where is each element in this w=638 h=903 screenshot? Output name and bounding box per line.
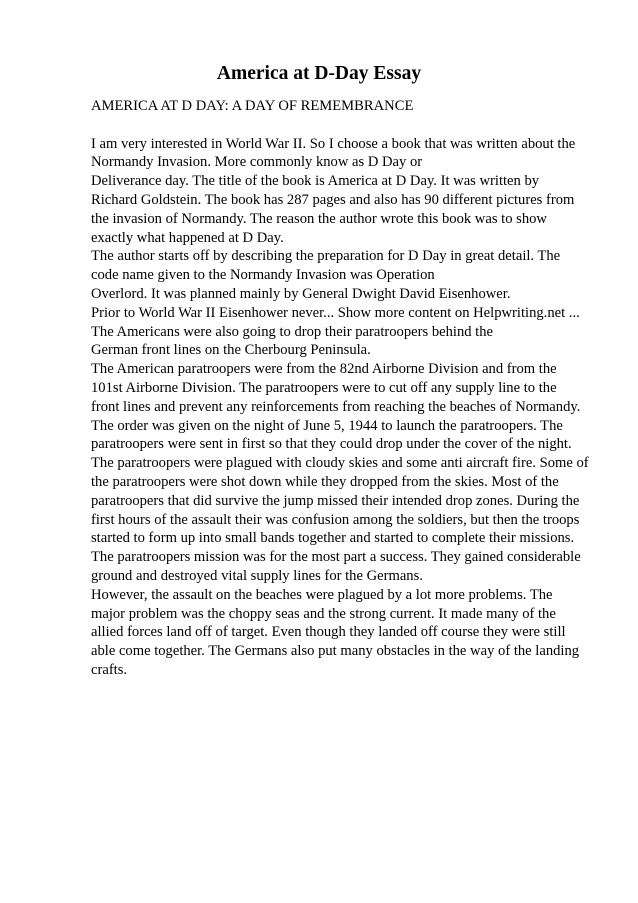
text-line: front lines and prevent any reinforcements from reaching the beaches of Normandy. [91, 398, 581, 415]
text-line: the invasion of Normandy. The reason the author wrote this book was to show [91, 210, 547, 227]
text-line: major problem was the choppy seas and the strong current. It made many of the [91, 605, 556, 622]
essay-subtitle: AMERICA AT D DAY: A DAY OF REMEMBRANCE [91, 98, 414, 114]
text-line: started to form up into small bands together and started to complete their missions. [91, 530, 575, 547]
paragraph-gap [91, 116, 611, 135]
text-line: The author starts off by describing the preparation for D Day in great detail. The [91, 248, 561, 265]
text-line: The paratroopers mission was for the most part a success. They gained considerable [91, 549, 581, 566]
text-line: The paratroopers were plagued with cloudy skies and some anti aircraft fire. Some of [91, 455, 589, 472]
text-line: code name given to the Normandy Invasion was Operation [91, 267, 435, 284]
text-line: paratroopers were sent in first so that they could drop under the cover of the night. [91, 436, 572, 453]
text-line: The order was given on the night of June 5, 1944 to launch the paratroopers. The [91, 417, 563, 434]
text-line: The Americans were also going to drop their paratroopers behind the [91, 323, 494, 340]
text-line: allied forces land off of target. Even though they landed off course they were still [91, 624, 566, 641]
text-line: Richard Goldstein. The book has 287 pages and also has 90 different pictures from [91, 191, 575, 208]
text-line: Normandy Invasion. More commonly know as D Day or [91, 154, 423, 171]
text-line: 101st Airborne Division. The paratroopers were to cut off any supply line to the [91, 379, 557, 396]
text-line: Prior to World War II Eisenhower never... Show more content on Helpwriting.net ... [91, 304, 580, 321]
text-line: first hours of the assault their was confusion among the soldiers, but then the troops [91, 511, 580, 528]
text-line: German front lines on the Cherbourg Peninsula. [91, 342, 371, 359]
page-title: America at D-Day Essay [216, 63, 422, 84]
text-line: Overlord. It was planned mainly by General Dwight David Eisenhower. [91, 285, 511, 302]
text-line: paratroopers that did survive the jump missed their intended drop zones. During the [91, 492, 580, 509]
essay-body [91, 97, 611, 680]
text-line: However, the assault on the beaches were plagued by a lot more problems. The [91, 586, 553, 603]
text-line: I am very interested in World War II. So I choose a book that was written about the [91, 135, 576, 152]
text-line: able come together. The Germans also put many obstacles in the way of the landing [91, 643, 580, 660]
text-line: crafts. [91, 661, 128, 678]
text-line: Deliverance day. The title of the book is America at D Day. It was written by [91, 173, 540, 190]
text-line: the paratroopers were shot down while they dropped from the skies. Most of the [91, 473, 559, 490]
text-line: exactly what happened at D Day. [91, 229, 284, 246]
text-line: The American paratroopers were from the 82nd Airborne Division and from the [91, 361, 557, 378]
text-line: ground and destroyed vital supply lines for the Germans. [91, 567, 423, 584]
